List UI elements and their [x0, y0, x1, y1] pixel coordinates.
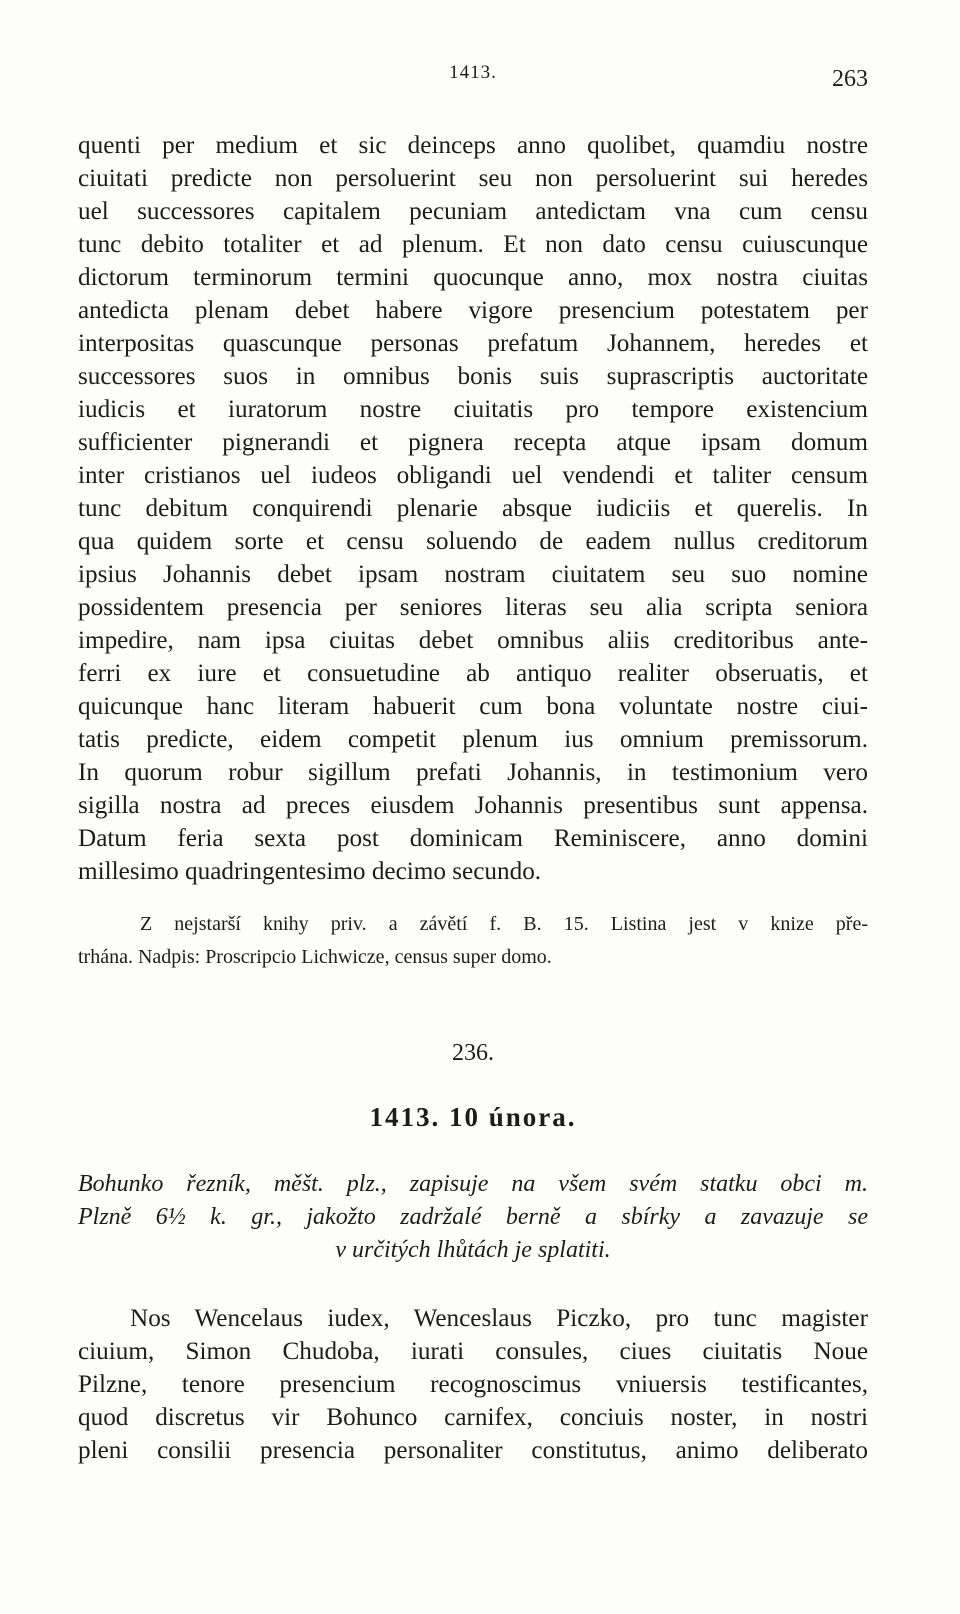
- regest-line: Plzně 6½ k. gr., jakožto zadržalé berně a sbírky a zavazuje se: [78, 1204, 868, 1230]
- text-line: inter cristianos uel iudeos obligandi uel vendendi et taliter censum: [78, 462, 868, 489]
- text-line: ciuitati predicte non persoluerint seu non persoluerint sui heredes: [78, 165, 868, 192]
- note-line: Z nejstarší knihy priv. a závětí f. B. 15. Listina jest v knize pře-: [140, 913, 868, 935]
- text-line: uel successores capitalem pecuniam antedictam vna cum censu: [78, 198, 868, 225]
- text-line: tatis predicte, eidem competit plenum ius omnium premissorum.: [78, 726, 868, 753]
- regest-line: v určitých lhůtách je splatiti.: [335, 1237, 611, 1263]
- text-line: tunc debitum conquirendi plenarie absque iudiciis et querelis. In: [78, 495, 868, 522]
- text-line: ipsius Johannis debet ipsam nostram ciuitatem seu suo nomine: [78, 561, 868, 588]
- text-line: successores suos in omnibus bonis suis suprascriptis auctoritate: [78, 363, 868, 390]
- text-line: qua quidem sorte et censu soluendo de eadem nullus creditorum: [78, 528, 868, 555]
- text-line: Pilzne, tenore presencium recognoscimus vniuersis testificantes,: [78, 1371, 868, 1398]
- text-line: In quorum robur sigillum prefati Johannis, in testimonium vero: [78, 759, 868, 786]
- text-line: quicunque hanc literam habuerit cum bona voluntate nostre ciui-: [78, 693, 868, 720]
- text-line: possidentem presencia per seniores literas seu alia scripta seniora: [78, 594, 868, 621]
- page-number: 263: [832, 66, 868, 92]
- text-line: antedicta plenam debet habere vigore presencium potestatem per: [78, 297, 868, 324]
- text-line: Datum feria sexta post dominicam Reminiscere, anno domini: [78, 825, 868, 852]
- text-line: millesimo quadringentesimo decimo secundo.: [78, 858, 542, 885]
- running-title: 1413.: [449, 62, 497, 83]
- text-line: ciuium, Simon Chudoba, iurati consules, ciues ciuitatis Noue: [78, 1338, 868, 1365]
- text-line: dictorum terminorum termini quocunque anno, mox nostra ciuitas: [78, 264, 868, 291]
- text-line: pleni consilii presencia personaliter constitutus, animo deliberato: [78, 1437, 868, 1464]
- text-line: ferri ex iure et consuetudine ab antiquo realiter obseruatis, et: [78, 660, 868, 687]
- running-head: [78, 62, 868, 92]
- text-line: iudicis et iuratorum nostre ciuitatis pro tempore existencium: [78, 396, 868, 423]
- text-line: sufficienter pignerandi et pignera recepta atque ipsam domum: [78, 429, 868, 456]
- document-number: 236.: [452, 1040, 494, 1066]
- text-line: quenti per medium et sic deinceps anno quolibet, quamdiu nostre: [78, 132, 868, 159]
- main-text: [78, 129, 868, 888]
- text-line: Nos Wencelaus iudex, Wenceslaus Piczko, pro tunc magister: [130, 1305, 868, 1332]
- text-line: tunc debito totaliter et ad plenum. Et non dato censu cuiuscunque: [78, 231, 868, 258]
- text-line: impedire, nam ipsa ciuitas debet omnibus aliis creditoribus ante-: [78, 627, 868, 654]
- text-line: sigilla nostra ad preces eiusdem Johannis presentibus sunt appensa.: [78, 792, 868, 819]
- note-line: trhána. Nadpis: Proscripcio Lichwicze, census super domo.: [78, 946, 552, 968]
- text-line: quod discretus vir Bohunco carnifex, conciuis noster, in nostri: [78, 1404, 868, 1431]
- source-note: [78, 908, 868, 974]
- regest-line: Bohunko řezník, měšt. plz., zapisuje na všem svém statku obci m.: [78, 1171, 868, 1197]
- charter-text: [78, 1302, 868, 1467]
- document-date: 1413. 10 února.: [369, 1102, 577, 1132]
- document-regest: [78, 1168, 868, 1267]
- text-line: interpositas quascunque personas prefatum Johannem, heredes et: [78, 330, 868, 357]
